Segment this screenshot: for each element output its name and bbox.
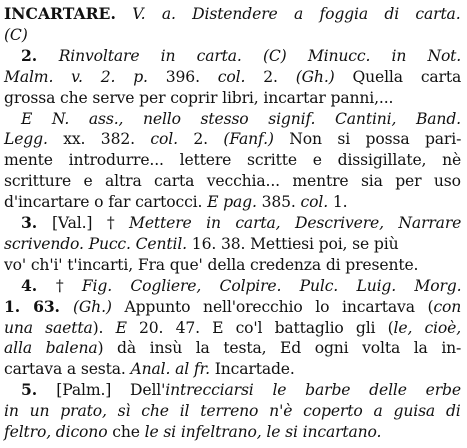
entry-text: ) dà insù la testa, Ed ogni volta la in- [97, 339, 462, 358]
entry-text: Quella carta [334, 67, 462, 86]
entry-text: una saetta [4, 318, 93, 337]
entry-line [4, 296, 461, 318]
entry-text: grossa che serve per coprir libri, incartar panni,... [4, 88, 394, 107]
entry-text: col. [150, 130, 194, 149]
entry-text: [Palm.] Dell' [56, 381, 166, 400]
entry-text: (C) [4, 25, 28, 44]
entry-text: 2. [193, 130, 224, 149]
entry-text: ). [92, 318, 116, 337]
entry-line [4, 337, 461, 359]
entry-text: xx. 382. [63, 130, 151, 149]
entry-line [4, 87, 393, 109]
entry-text: feltro, dicono [4, 423, 108, 441]
entry-text: col. [217, 67, 264, 86]
entry-text: (Fanf.) [223, 130, 274, 149]
entry-text: † [55, 276, 82, 295]
entry-text: 20. 47. E co'l battaglio gli ( [139, 318, 394, 337]
headword: INCARTARE. [4, 4, 116, 23]
entry-line [4, 254, 418, 276]
entry-line [21, 108, 461, 130]
entry-text: 1. [332, 193, 348, 212]
entry-text: Rinvoltare in carta. (C) Minucc. in Not. [58, 46, 462, 65]
entry-text: Legg. [4, 130, 64, 149]
entry-text: 3. [21, 213, 52, 232]
entry-text: cartava a sesta. [4, 360, 131, 379]
entry-line [4, 24, 28, 46]
entry-line [4, 400, 461, 422]
entry-text: le, cioè, [393, 318, 462, 337]
entry-text: col. [300, 193, 333, 212]
entry-line [4, 128, 461, 150]
entry-line [4, 421, 381, 443]
entry-text: 5. [21, 380, 57, 400]
entry-line [4, 149, 461, 171]
entry-text: (Gh.) [295, 67, 335, 86]
entry-text: E N. ass., nello stesso signif. Cantini, Band. [21, 109, 461, 128]
entry-text: 16. 38. Mettiesi poi, se più [191, 234, 399, 253]
entry-text: vo' ch'i' t'incarti, Fra que' della credenza di presente. [4, 255, 419, 274]
entry-text: Fig. Cogliere, Colpire. Pulc. Luig. Morg. [81, 276, 462, 295]
entry-text: che [107, 423, 145, 441]
entry-text: Incartade. [209, 360, 295, 379]
entry-text: Non si possa pari- [273, 130, 462, 149]
entry-text: 396. [165, 67, 218, 86]
entry-line [4, 170, 461, 192]
entry-line [4, 3, 461, 25]
entry-text: con [433, 297, 462, 316]
entry-line [21, 212, 461, 234]
dictionary-entry [4, 3, 462, 445]
entry-line [4, 66, 461, 88]
entry-text: 2. [21, 45, 59, 65]
entry-text: 2. [263, 67, 296, 86]
entry-text: in un prato, sì che il terreno n'è coperto a guisa di [4, 402, 461, 421]
entry-text: [Val.] † [51, 214, 129, 232]
entry-text: Appunto nell'orecchio lo incartava ( [111, 297, 434, 316]
entry-text: E pag. [207, 193, 262, 212]
entry-line [21, 275, 461, 297]
entry-text: Malm. v. 2. p. [4, 67, 166, 86]
entry-line [21, 45, 461, 67]
entry-text: mente introdurre... lettere scritte e dissigillate, nè [4, 151, 462, 170]
entry-line [4, 233, 398, 255]
entry-line [4, 358, 295, 380]
entry-text: le si infeltrano, le si incartano. [144, 423, 382, 441]
entry-line [4, 317, 461, 339]
entry-text: V. a. Distendere a foggia di carta. [115, 5, 461, 23]
entry-text: 1. 63. [4, 296, 73, 316]
entry-text: 4. [21, 275, 56, 295]
entry-text: 385. [261, 193, 301, 212]
entry-line [21, 379, 461, 401]
entry-text: intrecciarsi le barbe delle erbe [165, 381, 461, 400]
entry-text: scrivendo. Pucc. Centil. [4, 234, 192, 253]
entry-text: (Gh.) [72, 297, 112, 316]
entry-line [4, 191, 347, 213]
entry-text: Anal. al fr. [130, 360, 210, 379]
entry-text: alla balena [4, 339, 98, 358]
entry-text: d'incartare o far cartocci. [4, 193, 208, 212]
entry-text: scritture e altra carta vecchia... mentre sia per uso [4, 172, 461, 191]
entry-text: Mettere in carta, Descrivere, Narrare [129, 214, 462, 232]
entry-text: E [115, 318, 140, 337]
